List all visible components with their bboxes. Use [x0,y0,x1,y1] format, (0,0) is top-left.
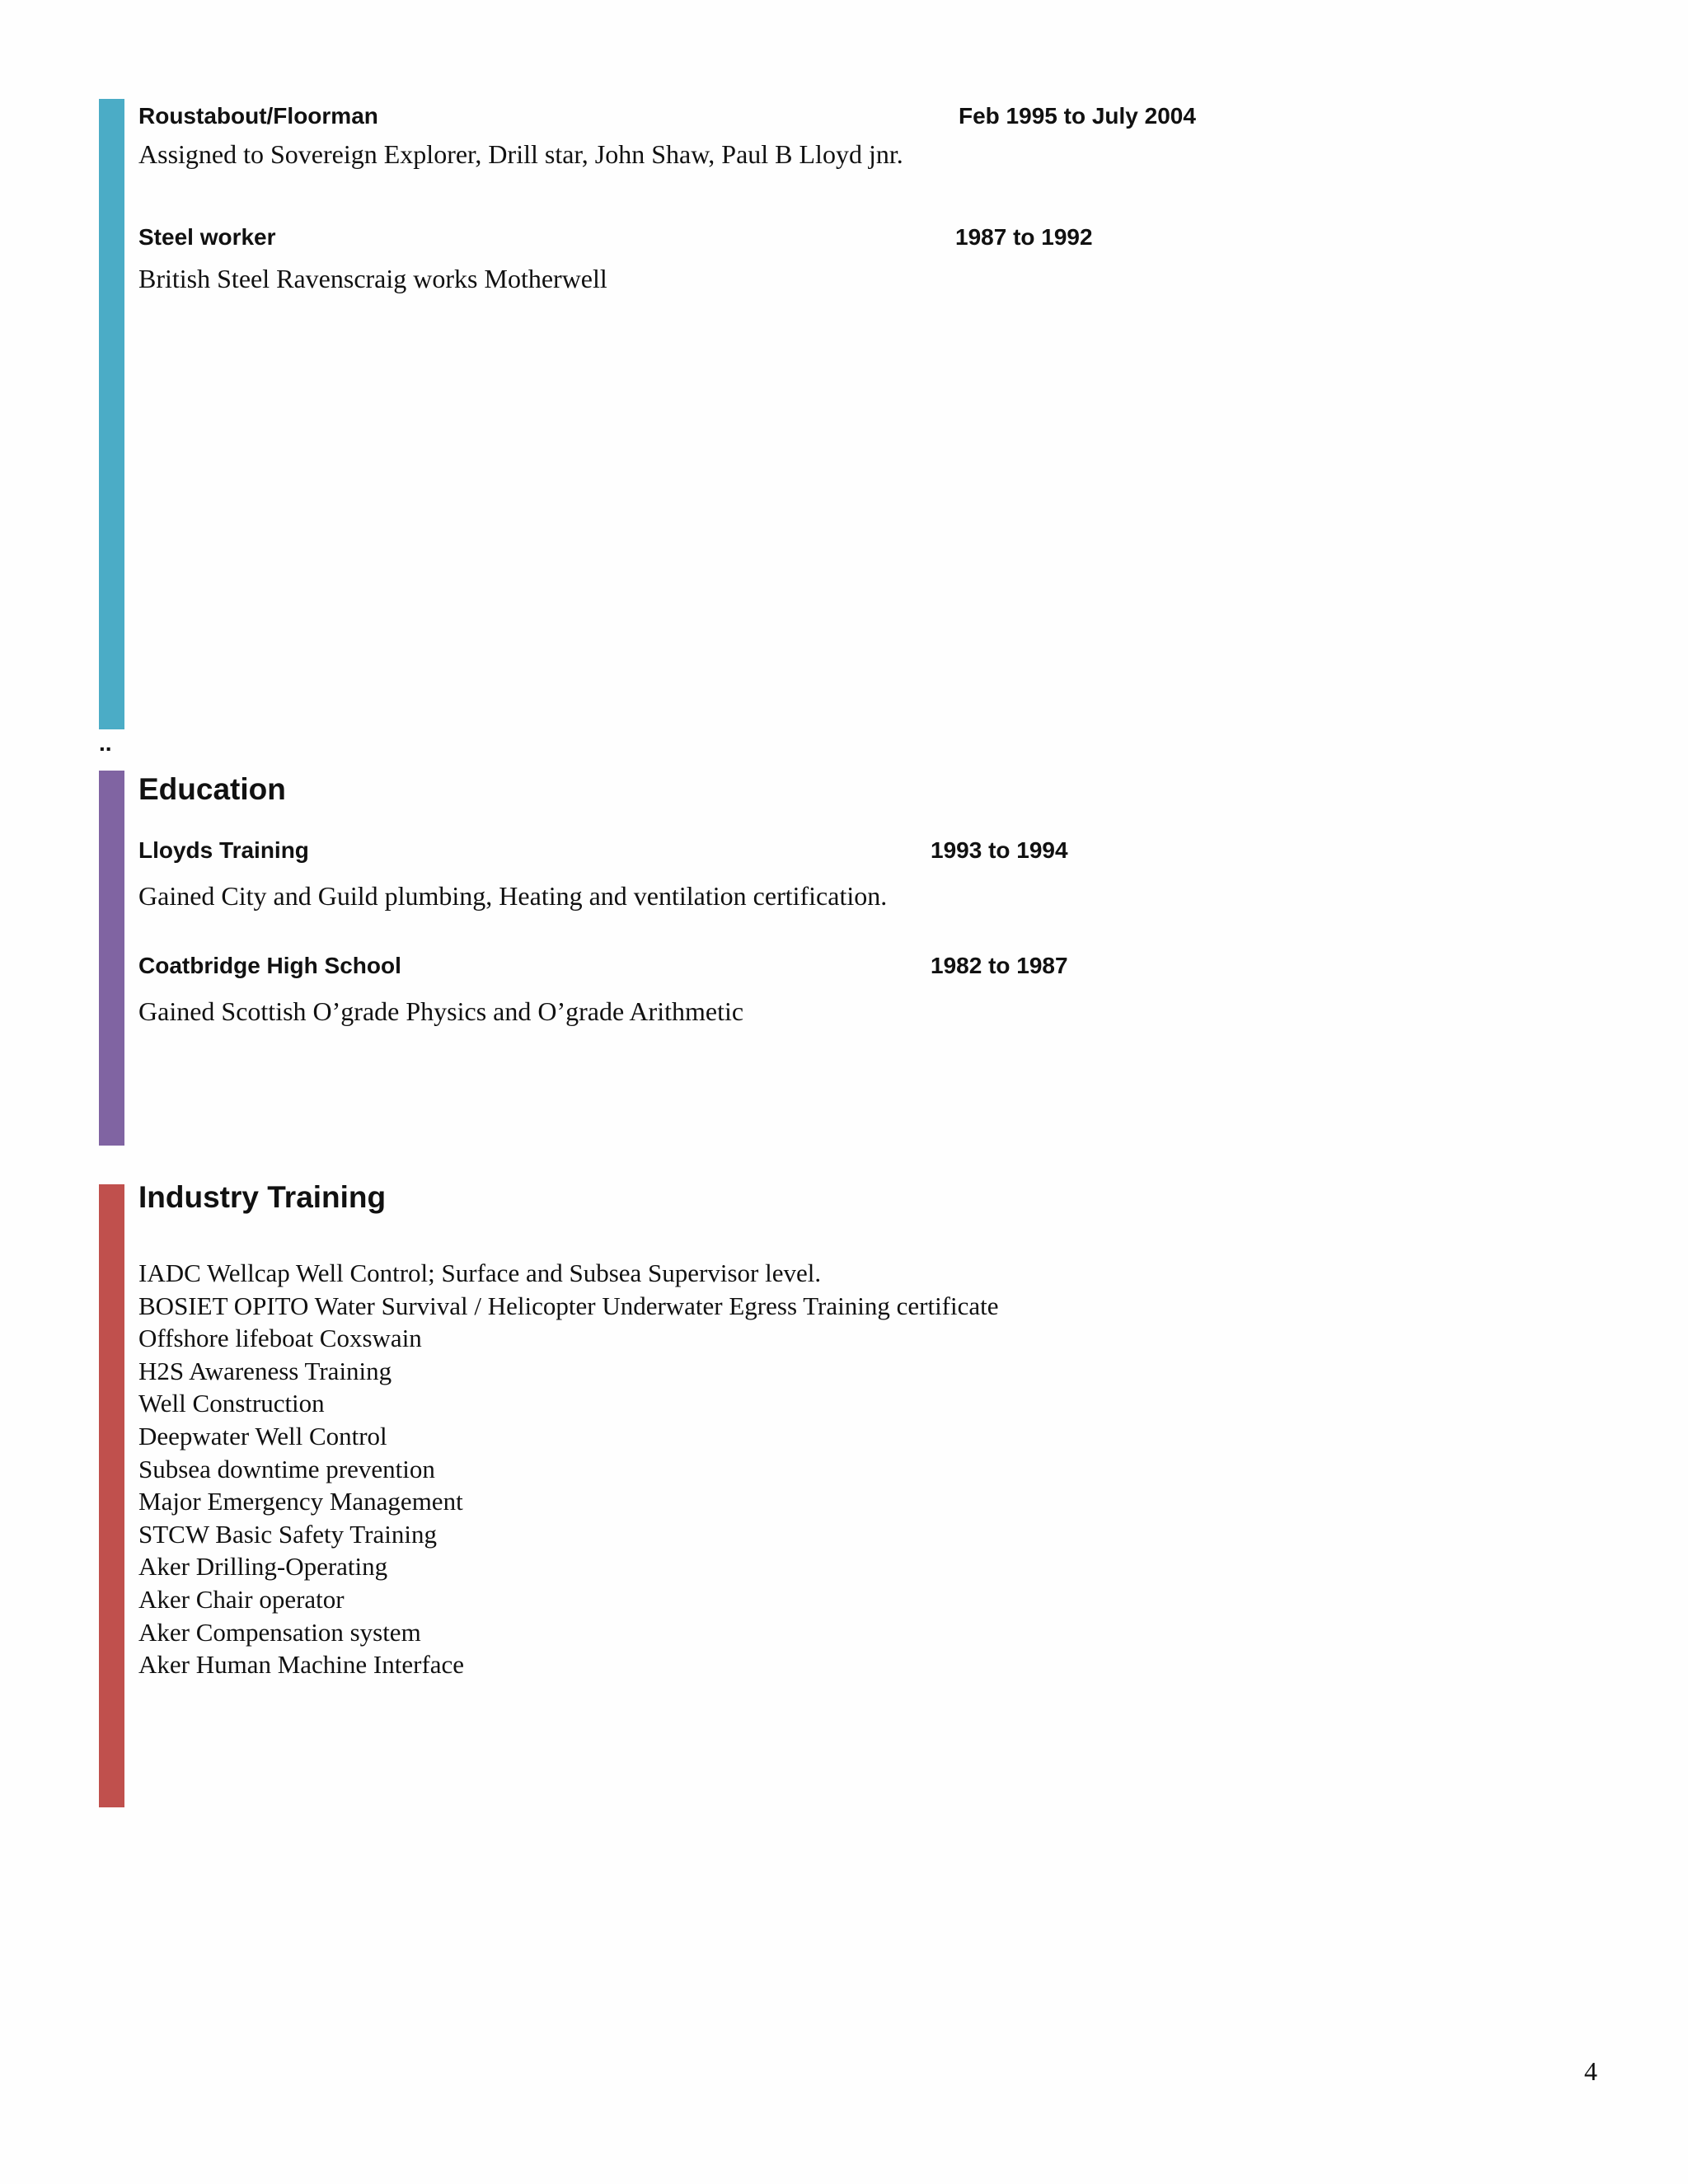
education-dates: 1982 to 1987 [931,953,1068,978]
list-item: Subsea downtime prevention [138,1454,435,1483]
section-separator-dots: .. [99,730,112,756]
education-description: Gained Scottish O’grade Physics and O’grade Arithmetic [138,996,744,1026]
job-title: Roustabout/Floorman [138,103,378,129]
training-list [138,1257,999,1681]
job-dates: Feb 1995 to July 2004 [959,103,1196,129]
job-title: Steel worker [138,224,276,250]
list-item: Deepwater Well Control [138,1421,387,1451]
industry-training-heading: Industry Training [138,1180,387,1214]
job-description: British Steel Ravenscraig works Motherwell [138,264,607,293]
education-title: Lloyds Training [138,837,309,863]
education-description: Gained City and Guild plumbing, Heating and ventilation certification. [138,881,888,911]
list-item: Major Emergency Management [138,1487,463,1516]
list-item: IADC Wellcap Well Control; Surface and Subsea Supervisor level. [138,1258,822,1287]
list-item: Aker Drilling-Operating [138,1552,388,1582]
list-item: Offshore lifeboat Coxswain [138,1324,422,1353]
experience-section-bar [99,99,124,729]
page-number: 4 [1584,2056,1597,2086]
list-item: Aker Human Machine Interface [138,1650,465,1680]
list-item: STCW Basic Safety Training [138,1519,437,1549]
job-description: Assigned to Sovereign Explorer, Drill star, John Shaw, Paul B Lloyd jnr. [138,139,903,169]
list-item: BOSIET OPITO Water Survival / Helicopter Underwater Egress Training certificate [138,1291,999,1320]
education-section-bar [99,771,124,1146]
industry-training-section-bar [99,1184,124,1807]
education-heading: Education [138,772,286,806]
job-dates: 1987 to 1992 [955,224,1093,250]
list-item: Aker Chair operator [138,1584,345,1614]
education-title: Coatbridge High School [138,953,401,978]
list-item: Aker Compensation system [138,1617,421,1647]
education-dates: 1993 to 1994 [931,837,1068,863]
list-item: Well Construction [138,1389,325,1418]
list-item: H2S Awareness Training [138,1356,392,1385]
